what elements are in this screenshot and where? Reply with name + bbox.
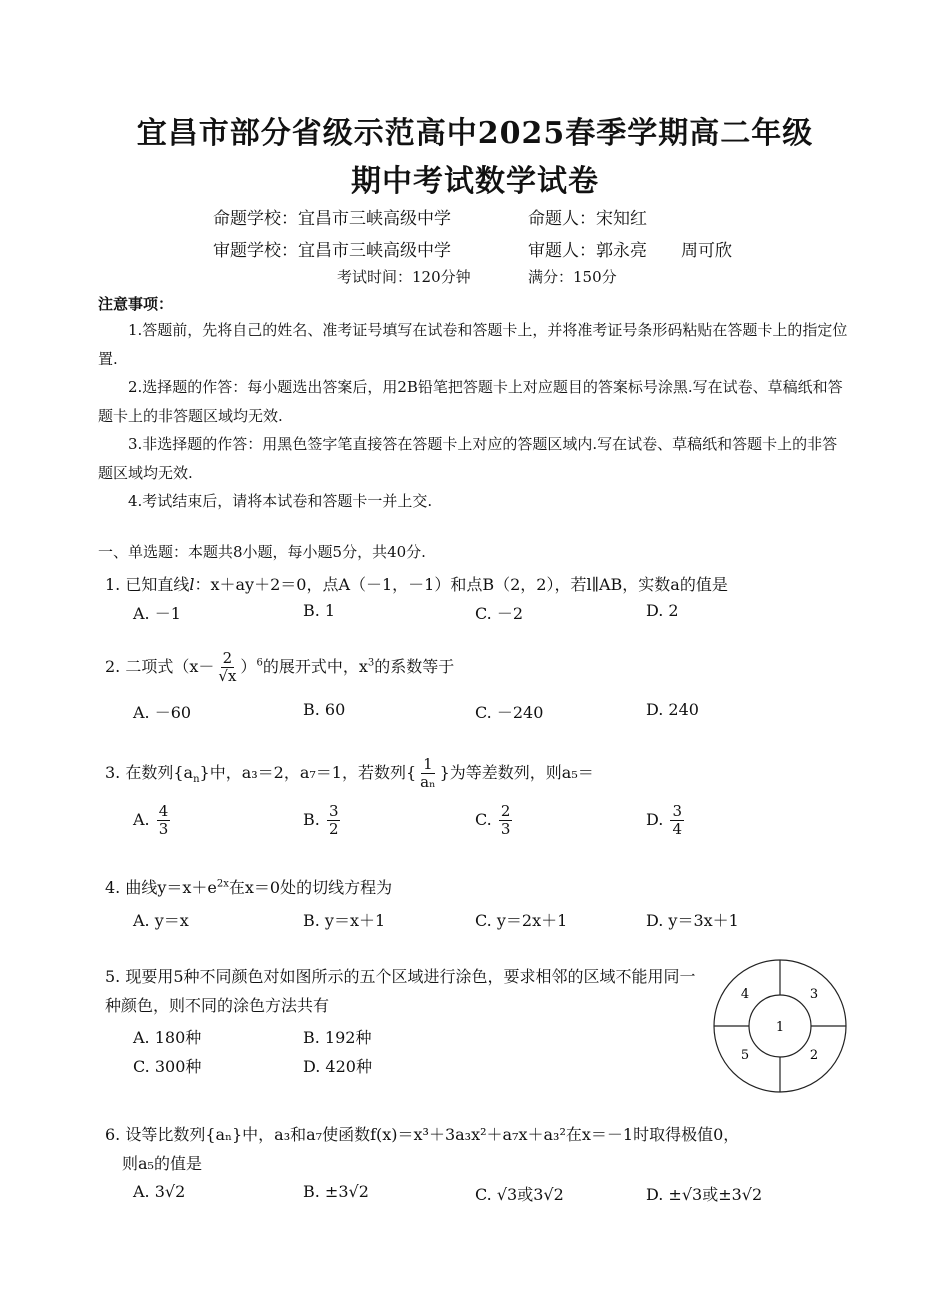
q3-fraction: $\frac{1}{\text{aₙ}}$	[420, 755, 436, 791]
region-label-2: 2	[809, 1048, 819, 1063]
full-score: 满分：150分	[528, 268, 617, 286]
q6-option-d: D. ±√3或±3√2	[646, 1185, 763, 1204]
q4-option-b: B. y＝x＋1	[303, 911, 386, 930]
q2-option-b: B. 60	[303, 700, 346, 719]
question-6-stem-line2: 则a₅的值是	[122, 1154, 202, 1173]
q6-option-c: C. √3或3√2	[475, 1185, 564, 1204]
note-item: 1.答题前，先将自己的姓名、准考证号填写在试卷和答题卡上，并将准考证号条形码粘贴在答题卡上的指定位置.	[98, 321, 848, 368]
note-item: 4.考试结束后，请将本试卷和答题卡一并上交.	[128, 492, 433, 510]
section-heading: 一、单选题：本题共8小题，每小题5分，共40分.	[98, 543, 426, 561]
q3-option-d: D. $\frac{3}{4}$	[646, 802, 682, 838]
q1-option-b: B. 1	[303, 601, 336, 620]
question-2-stem: 2. 二项式（x－ $\frac{2}{√x}$ ）$^6$的展开式中，$x^3$的系数等于	[105, 649, 455, 685]
reviewer-school: 审题学校：宜昌市三峡高级中学	[213, 241, 451, 261]
region-label-3: 3	[809, 987, 819, 1002]
question-5-stem: 5. 现要用5种不同颜色对如图所示的五个区域进行涂色，要求相邻的区域不能用同一种颜色，则不同的涂色方法共有	[105, 967, 696, 1015]
frac: $\frac{3}{4}$	[672, 802, 682, 838]
question-3-stem: 3. 在数列$\{a_n\}$中，a₃＝2，a₇＝1，若数列{ $\frac{1}{\text{aₙ}}$ }为等差数列，则a₅＝	[105, 755, 594, 791]
exam-time: 考试时间：120分钟	[337, 268, 471, 286]
q5-option-a: A. 180种	[133, 1028, 202, 1047]
region-label-4: 4	[740, 987, 750, 1002]
region-label-1: 1	[775, 1020, 785, 1035]
q2-option-c: C. －240	[475, 703, 544, 722]
q1-option-c: C. －2	[475, 604, 524, 623]
setter-school: 命题学校：宜昌市三峡高级中学	[213, 209, 451, 229]
question-6-stem-line1: 6. 设等比数列{aₙ}中，a₃和a₇使函数f(x)＝x³＋3a₃x²＋a₇x＋a₃²在x＝－1时取得极值0，	[105, 1125, 740, 1144]
setter-person: 命题人：宋知红	[528, 209, 647, 229]
q6-option-b: B. ±3√2	[303, 1182, 369, 1201]
q5-option-b: B. 192种	[303, 1028, 372, 1047]
q4-option-a: A. y＝x	[133, 911, 189, 930]
q4-option-c: C. y＝2x＋1	[475, 911, 568, 930]
q2-option-a: A. －60	[133, 703, 192, 722]
frac: $\frac{4}{3}$	[158, 802, 169, 838]
note-item: 3.非选择题的作答：用黑色签字笔直接答在答题卡上对应的答题区域内.写在试卷、草稿纸和答题卡上的非答题区域均无效.	[98, 435, 838, 482]
question-4-stem: 4. 曲线$y=x+e^{2x}$在x＝0处的切线方程为	[105, 878, 393, 897]
q3-option-a: A. $\frac{4}{3}$	[133, 802, 169, 838]
reviewer-person: 审题人：郭永亮 周可欣	[528, 241, 732, 261]
frac: $\frac{3}{2}$	[328, 802, 339, 838]
q4-option-d: D. y＝3x＋1	[646, 911, 739, 930]
note-item: 2.选择题的作答：每小题选出答案后，用2B铅笔把答题卡上对应题目的答案标号涂黑.写在试卷、草稿纸和答题卡上的非答题区域均无效.	[98, 378, 843, 425]
q3-option-c: C. $\frac{2}{3}$	[475, 802, 511, 838]
q2-fraction: $\frac{2}{√x}$	[218, 649, 237, 685]
q5-option-c: C. 300种	[133, 1057, 202, 1076]
q2-option-d: D. 240	[646, 700, 699, 719]
q5-option-d: D. 420种	[303, 1057, 372, 1076]
notes-heading: 注意事项：	[98, 295, 174, 313]
q1-option-d: D. 2	[646, 601, 679, 620]
q1-option-a: A. －1	[133, 604, 181, 623]
exam-title-line1: 宜昌市部分省级示范高中2025春季学期高二年级	[136, 116, 814, 151]
question-1-stem: 1. 已知直线l：x＋ay＋2＝0，点A（－1，－1）和点B（2，2），若l∥AB，实数a的值是	[105, 575, 728, 594]
frac: $\frac{2}{3}$	[500, 802, 511, 838]
region-label-5: 5	[740, 1048, 750, 1063]
exam-title-line2: 期中考试数学试卷	[351, 164, 599, 199]
q3-option-b: B. $\frac{3}{2}$	[303, 802, 339, 838]
ring-region-diagram	[712, 958, 848, 1094]
q6-option-a: A. 3√2	[133, 1182, 186, 1201]
